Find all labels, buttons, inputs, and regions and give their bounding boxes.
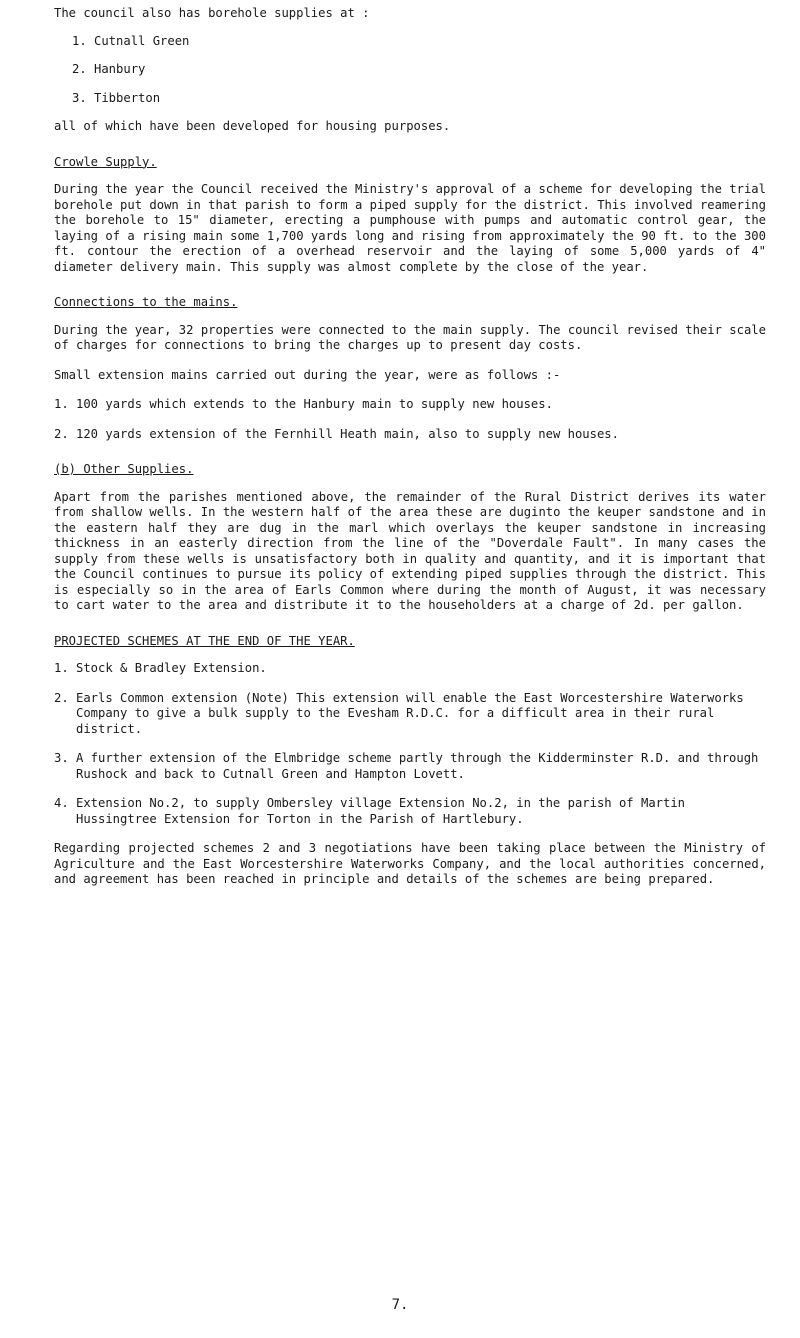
projected-item-number: 2. bbox=[54, 690, 69, 705]
crowle-heading: Crowle Supply. bbox=[54, 154, 157, 169]
projected-item-text: A further extension of the Elmbridge scheme partly through the Kidderminster R.D. and through Rushock and back to Cutnall Green and Hampton Lovett. bbox=[76, 751, 759, 781]
projected-item-text: Extension No.2, to supply Ombersley village Extension No.2, in the parish of Martin Hussingtree Extension for Torton in the Parish of Hartlebury. bbox=[76, 796, 686, 826]
other-supplies-paragraph: Apart from the parishes mentioned above, the remainder of the Rural District derives its water from shallow wells. In the western half of the area these are duginto the keuper sandstone and in the eastern half they are dug in the marl which overlays the keuper sandstone in increasing thickness in an easterly direction from the line of the "Doverdale Fault". In many cases the supply from these wells is unsatisfactory both in quality and quantity, and it is important that the Council continues to pursue its policy of extending piped supplies through the district. This is especially so in the area of Earls Common where during the month of August, it was necessary to cart water to the area and distribute it to the householders at a charge of 2d. per gallon. bbox=[54, 489, 766, 612]
extension-item: 2. 120 yards extension of the Fernhill Heath main, also to supply new houses. bbox=[54, 426, 619, 441]
borehole-item: 2. Hanbury bbox=[72, 62, 146, 76]
projected-item-number: 4. bbox=[54, 796, 69, 810]
connections-heading: Connections to the mains. bbox=[54, 295, 238, 309]
projected-item bbox=[54, 661, 766, 677]
extension-item: 1. 100 yards which extends to the Hanbury main to supply new houses. bbox=[54, 397, 553, 411]
projected-item-text: Stock & Bradley Extension. bbox=[76, 661, 267, 675]
extensions-intro: Small extension mains carried out during the year, were as follows :- bbox=[54, 367, 561, 382]
projected-item bbox=[54, 751, 766, 782]
connections-paragraph: During the year, 32 properties were connected to the main supply. The council revised their scale of charges for connections to bring the charges up to present day costs. bbox=[54, 322, 766, 352]
projected-item bbox=[54, 796, 766, 827]
projected-item bbox=[54, 691, 766, 738]
projected-item-number: 3. bbox=[54, 751, 69, 765]
document-page bbox=[54, 6, 766, 902]
page-number: 7. bbox=[391, 1297, 409, 1313]
projected-closing-paragraph: Regarding projected schemes 2 and 3 negotiations have been taking place between the Ministry of Agriculture and the East Worcestershire Waterworks Company, and the local authorities concerned, and agreement has been reached in principle and details of the schemes are being prepared. bbox=[54, 841, 766, 886]
borehole-item: 1. Cutnall Green bbox=[72, 33, 190, 48]
boreholes-note: all of which have been developed for housing purposes. bbox=[54, 119, 451, 133]
projected-item-text: Earls Common extension (Note) This extension will enable the East Worcestershire Waterworks Company to give a bulk supply to the Evesham R.D.C. for a difficult area in their rural district. bbox=[76, 690, 744, 736]
borehole-item: 3. Tibberton bbox=[72, 90, 161, 105]
crowle-paragraph: During the year the Council received the Ministry's approval of a scheme for developing the trial borehole put down in that parish to form a piped supply for the district. This involved reamering the borehole to 15" diameter, erecting a pumphouse with pumps and automatic control gear, the laying of a rising main some 1,700 yards long and rising from approximately the 90 ft. to the 300 ft. contour the erection of a overhead reservoir and the laying of some 5,000 yards of 4" diameter delivery main. This supply was almost complete by the close of the year. bbox=[54, 182, 766, 274]
projected-item-number: 1. bbox=[54, 661, 69, 675]
other-supplies-heading: (b) Other Supplies. bbox=[54, 462, 194, 476]
projected-schemes-heading: PROJECTED SCHEMES AT THE END OF THE YEAR. bbox=[54, 633, 355, 648]
intro-text: The council also has borehole supplies at : bbox=[54, 6, 370, 20]
